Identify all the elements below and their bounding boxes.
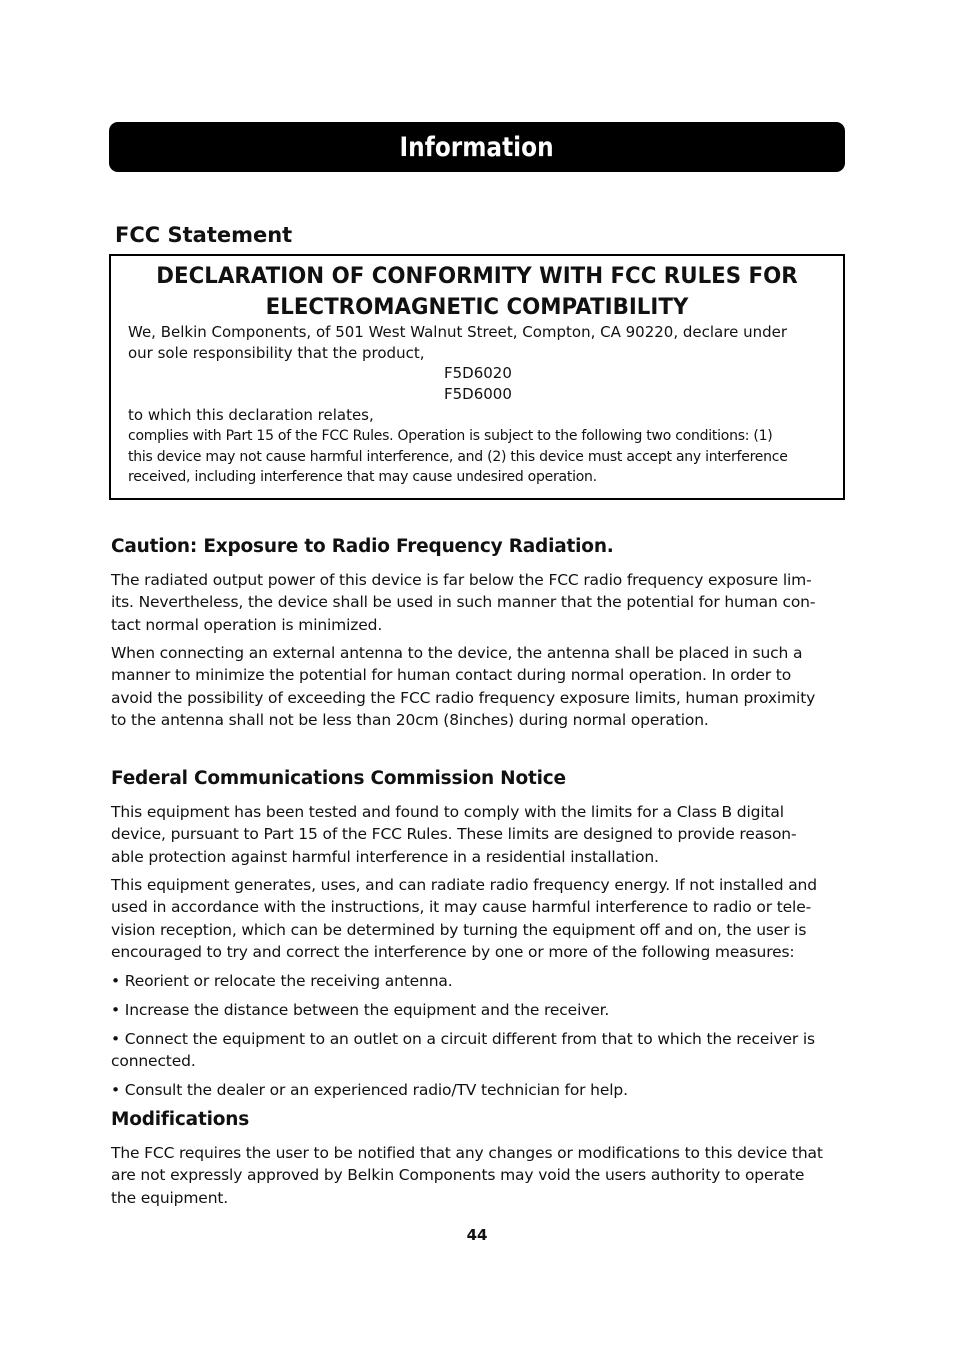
text-line: The radiated output power of this device is far below the FCC radio frequency exposure lim- <box>111 571 812 589</box>
text-line: tact normal operation is minimized. <box>111 615 383 634</box>
declaration-intro-line: We, Belkin Components, of 501 West Walnut Street, Compton, CA 90220, declare under <box>128 323 788 341</box>
text-line: to the antenna shall not be less than 20cm (8inches) during normal operation. <box>111 710 709 729</box>
page-title: Information <box>399 131 555 163</box>
text-line: used in accordance with the instructions, it may cause harmful interference to radio or tele- <box>111 898 812 917</box>
page-number: 44 <box>466 1226 488 1244</box>
declaration-complies-line: received, including interference that may cause undesired operation. <box>128 469 597 485</box>
declaration-intro-line: our sole responsibility that the product, <box>128 344 425 362</box>
modifications-heading: Modifications <box>111 1109 250 1130</box>
text-line: • Connect the equipment to an outlet on a circuit different from that to which the receiver is <box>111 1030 815 1048</box>
notice-bullet <box>111 1028 843 1073</box>
text-line: device, pursuant to Part 15 of the FCC Rules. These limits are designed to provide reason- <box>111 825 797 844</box>
product-model: F5D6000 <box>444 385 512 403</box>
notice-bullet: • Increase the distance between the equipment and the receiver. <box>111 1001 610 1019</box>
text-line: The FCC requires the user to be notified that any changes or modifications to this device that <box>111 1144 823 1162</box>
text-line: avoid the possibility of exceeding the FCC radio frequency exposure limits, human proximity <box>111 688 816 707</box>
notice-bullet: • Consult the dealer or an experienced radio/TV technician for help. <box>111 1081 628 1099</box>
text-line: vision reception, which can be determined by turning the equipment off and on, the user is <box>111 920 807 939</box>
declaration-complies-line: this device may not cause harmful interference, and (2) this device must accept any interference <box>128 448 788 465</box>
text-line: encouraged to try and correct the interference by one or more of the following measures: <box>111 942 795 961</box>
notice-bullet: • Reorient or relocate the receiving antenna. <box>111 972 453 990</box>
declaration-box <box>109 254 845 500</box>
declaration-relates-line: to which this declaration relates, <box>128 406 374 424</box>
section-header-bar <box>109 122 845 172</box>
declaration-title-line: ELECTROMAGNETIC COMPATIBILITY <box>265 295 689 320</box>
caution-paragraph-2 <box>111 642 843 731</box>
product-model: F5D6020 <box>444 364 512 382</box>
declaration-title <box>122 261 832 323</box>
caution-heading: Caution: Exposure to Radio Frequency Radiation. <box>111 536 614 557</box>
declaration-title-line: DECLARATION OF CONFORMITY WITH FCC RULES FOR <box>156 264 798 289</box>
text-line: are not expressly approved by Belkin Components may void the users authority to operate <box>111 1166 805 1185</box>
fcc-notice-heading: Federal Communications Commission Notice <box>111 768 566 789</box>
notice-paragraph-1 <box>111 801 843 868</box>
declaration-complies-line: complies with Part 15 of the FCC Rules. Operation is subject to the following two conditions: (1) <box>128 428 773 444</box>
text-line: This equipment generates, uses, and can radiate radio frequency energy. If not installed and <box>111 876 817 894</box>
text-line: its. Nevertheless, the device shall be used in such manner that the potential for human con- <box>111 593 816 612</box>
text-line: manner to minimize the potential for human contact during normal operation. In order to <box>111 666 792 685</box>
text-line: This equipment has been tested and found to comply with the limits for a Class B digital <box>111 803 784 821</box>
text-line: When connecting an external antenna to the device, the antenna shall be placed in such a <box>111 644 803 662</box>
text-line: the equipment. <box>111 1188 229 1207</box>
modifications-paragraph <box>111 1142 843 1209</box>
text-line: connected. <box>111 1052 196 1071</box>
notice-paragraph-2 <box>111 874 843 963</box>
caution-paragraph-1 <box>111 569 843 636</box>
text-line: able protection against harmful interference in a residential installation. <box>111 847 659 866</box>
fcc-statement-heading: FCC Statement <box>115 223 293 247</box>
